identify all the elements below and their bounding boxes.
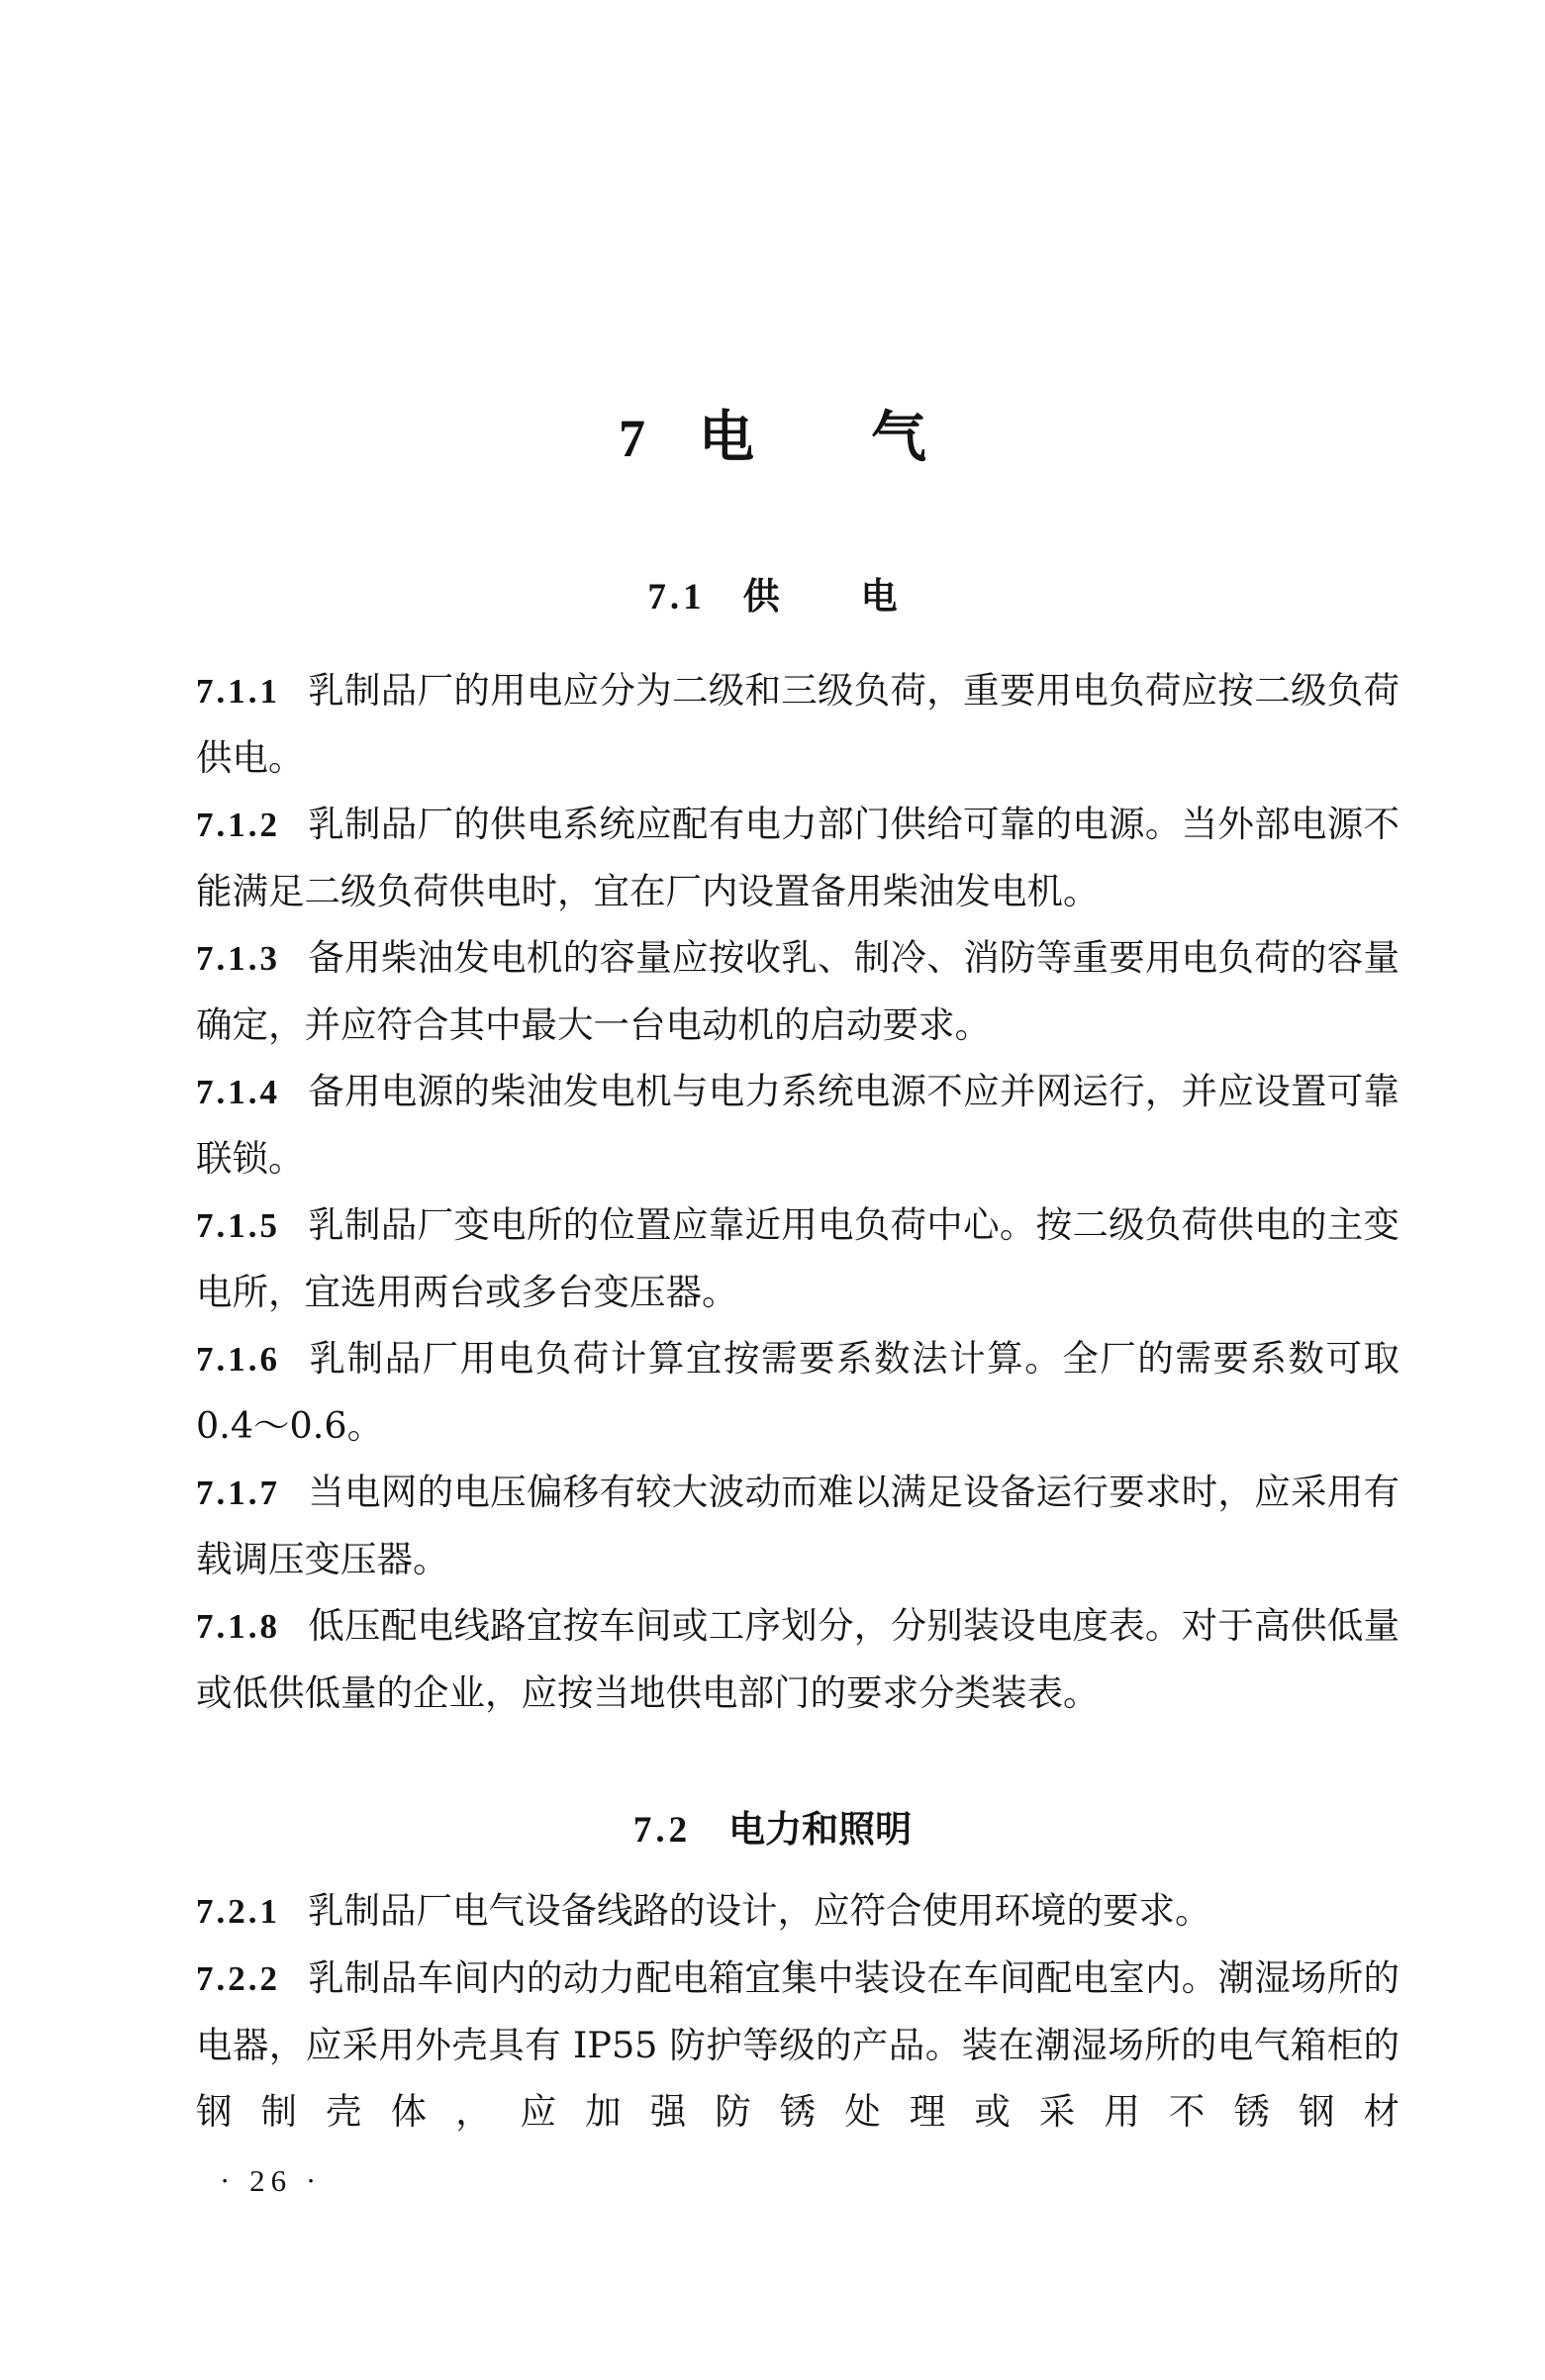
clause-number: 7.1.5 bbox=[196, 1206, 280, 1245]
section-title-7-2 bbox=[0, 1799, 1545, 1853]
clause-text: 乳制品厂的用电应分为二级和三级负荷，重要用电负荷应按二级负荷供电。 bbox=[196, 669, 1400, 779]
clause-7-2-2 bbox=[196, 1945, 1400, 2144]
clause-number: 7.2.1 bbox=[196, 1892, 280, 1931]
chapter-number: 7 bbox=[619, 409, 645, 468]
clause-text: 乳制品厂的供电系统应配有电力部门供给可靠的电源。当外部电源不能满足二级负荷供电时，宜在厂内设置备用柴油发电机。 bbox=[196, 803, 1400, 912]
clause-text: 乳制品厂用电负荷计算宜按需要系数法计算。全厂的需要系数可取 0.4～0.6。 bbox=[196, 1337, 1400, 1447]
section-7-2-body bbox=[196, 1877, 1400, 2144]
clause-7-1-2 bbox=[196, 791, 1400, 924]
clause-7-1-6 bbox=[196, 1325, 1400, 1459]
clause-text: 乳制品厂变电所的位置应靠近用电负荷中心。按二级负荷供电的主变电所，宜选用两台或多台变压器。 bbox=[196, 1203, 1400, 1313]
clause-text: 乳制品车间内的动力配电箱宜集中装设在车间配电室内。潮湿场所的电器，应采用外壳具有 IP55 防护等级的产品。装在潮湿场所的电气箱柜的钢制壳体，应加强防锈处理或采用不锈钢材 bbox=[196, 1956, 1400, 2133]
clause-text: 低压配电线路宜按车间或工序划分，分别装设电度表。对于高供低量或低供低量的企业，应按当地供电部门的要求分类装表。 bbox=[196, 1604, 1400, 1714]
section-number: 7.2 bbox=[632, 1810, 692, 1851]
clause-number: 7.1.2 bbox=[196, 806, 280, 844]
clause-number: 7.1.1 bbox=[196, 672, 280, 711]
clause-text: 乳制品厂电气设备线路的设计，应符合使用环境的要求。 bbox=[308, 1889, 1211, 1932]
clause-number: 7.1.8 bbox=[196, 1607, 280, 1646]
clause-7-1-4 bbox=[196, 1058, 1400, 1191]
section-title-part2: 电 bbox=[860, 575, 898, 618]
clause-text: 当电网的电压偏移有较大波动而难以满足设备运行要求时，应采用有载调压变压器。 bbox=[196, 1471, 1400, 1580]
section-number: 7.1 bbox=[647, 577, 706, 618]
clause-7-1-8 bbox=[196, 1592, 1400, 1726]
clause-text: 备用柴油发电机的容量应按收乳、制冷、消防等重要用电负荷的容量确定，并应符合其中最大一台电动机的启动要求。 bbox=[196, 936, 1400, 1046]
clause-number: 7.2.2 bbox=[196, 1959, 280, 1998]
chapter-title-part1: 电 bbox=[699, 405, 754, 470]
section-title-part1: 供 bbox=[742, 575, 780, 618]
clause-7-1-7 bbox=[196, 1459, 1400, 1592]
section-7-1-body bbox=[196, 657, 1400, 1726]
clause-number: 7.1.3 bbox=[196, 939, 280, 978]
clause-text: 备用电源的柴油发电机与电力系统电源不应并网运行，并应设置可靠联锁。 bbox=[196, 1070, 1400, 1180]
clause-number: 7.1.6 bbox=[196, 1340, 280, 1379]
chapter-title bbox=[0, 394, 1545, 473]
chapter-title-part2: 气 bbox=[871, 405, 926, 470]
clause-7-1-1 bbox=[196, 657, 1400, 791]
clause-number: 7.1.4 bbox=[196, 1073, 280, 1111]
clause-7-1-5 bbox=[196, 1191, 1400, 1325]
clause-7-1-3 bbox=[196, 924, 1400, 1058]
clause-7-2-1 bbox=[196, 1877, 1400, 1945]
clause-number: 7.1.7 bbox=[196, 1474, 280, 1512]
section-title-text: 电力和照明 bbox=[728, 1808, 913, 1851]
page-number: · 26 · bbox=[220, 2163, 323, 2198]
section-title-7-1 bbox=[0, 566, 1545, 619]
